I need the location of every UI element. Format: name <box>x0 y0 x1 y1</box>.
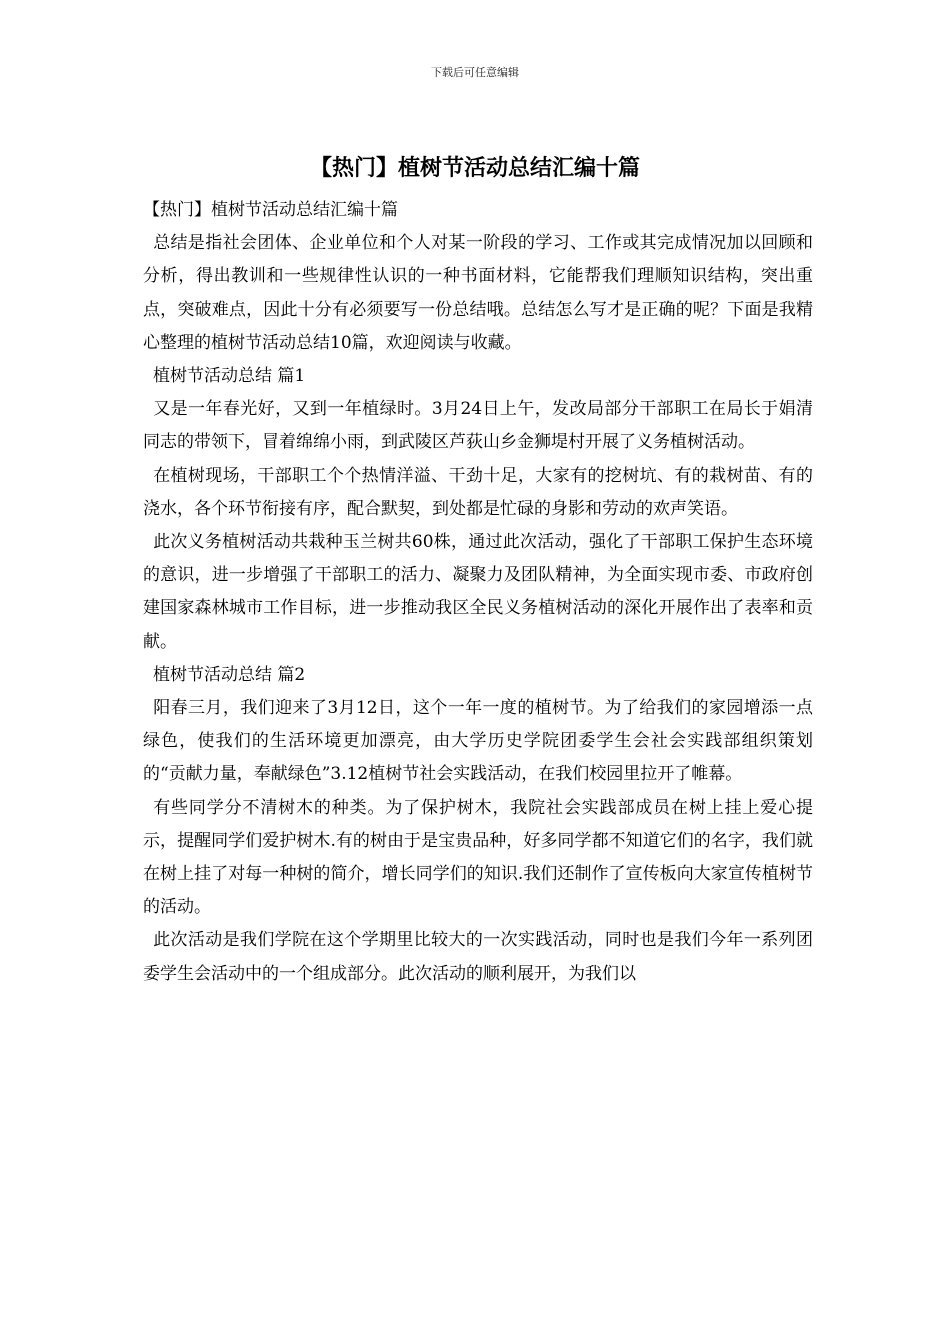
section-2-paragraph-2: 有些同学分不清树木的种类。为了保护树木，我院社会实践部成员在树上挂上爱心提示，提醒同学们爱护树木.有的树由于是宝贵品种，好多同学都不知道它们的名字，我们就在树上挂了对每一种树的简介，增长同学们的知识.我们还制作了宣传板向大家宣传植树节的活动。 <box>143 797 813 918</box>
section-1-paragraph-2: 在植树现场，干部职工个个热情洋溢、干劲十足，大家有的挖树坑、有的栽树苗、有的浇水，各个环节衔接有序，配合默契，到处都是忙碌的身影和劳动的欢声笑语。 <box>143 465 813 519</box>
section-2-paragraph-1: 阳春三月，我们迎来了3月12日，这个一年一度的植树节。为了给我们的家园增添一点绿色，使我们的生活环境更加漂亮，由大学历史学院团委学生会社会实践部组织策划的“贡献力量，奉献绿色”3.12植树节社会实践活动，在我们校园里拉开了帷幕。 <box>143 698 813 785</box>
document-title: 【热门】植树节活动总结汇编十篇 <box>309 156 640 181</box>
intro-title-line: 【热门】植树节活动总结汇编十篇 <box>143 200 398 220</box>
intro-paragraph: 总结是指社会团体、企业单位和个人对某一阶段的学习、工作或其完成情况加以回顾和分析，得出教训和一些规律性认识的一种书面材料，它能帮我们理顺知识结构，突出重点，突破难点，因此十分有必须要写一份总结哦。总结怎么写才是正确的呢？下面是我精心整理的植树节活动总结10篇，欢迎阅读与收藏。 <box>143 233 813 353</box>
header-note: 下载后可任意编辑 <box>431 66 519 79</box>
document-body <box>143 194 813 991</box>
section-2-paragraph-3: 此次活动是我们学院在这个学期里比较大的一次实践活动，同时也是我们今年一系列团委学生会活动中的一个组成部分。此次活动的顺利展开，为我们以 <box>143 930 813 984</box>
section-heading-2: 植树节活动总结 篇2 <box>153 664 306 685</box>
section-1-paragraph-1: 又是一年春光好，又到一年植绿时。3月24日上午，发改局部分干部职工在局长于娟清同志的带领下，冒着绵绵小雨，到武陵区芦荻山乡金狮堤村开展了义务植树活动。 <box>143 399 813 453</box>
section-1-paragraph-3: 此次义务植树活动共栽种玉兰树共60株，通过此次活动，强化了干部职工保护生态环境的意识，进一步增强了干部职工的活力、凝聚力及团队精神，为全面实现市委、市政府创建国家森林城市工作目标，进一步推动我区全民义务植树活动的深化开展作出了表率和贡献。 <box>143 532 813 652</box>
section-heading-1: 植树节活动总结 篇1 <box>153 366 306 387</box>
